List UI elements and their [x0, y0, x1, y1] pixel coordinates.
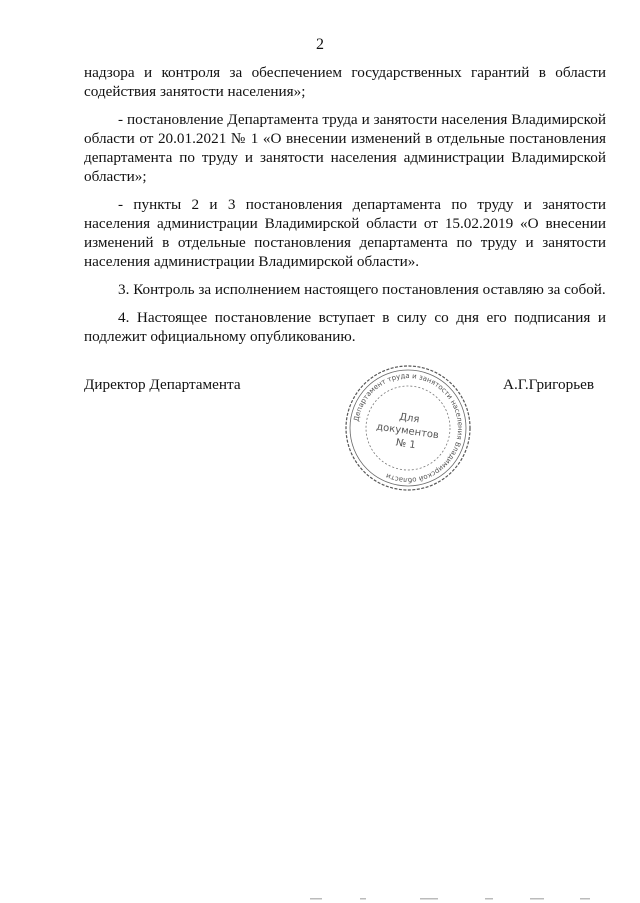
seal-line-3: № 1 — [395, 437, 417, 452]
paragraph-decree-2019: - пункты 2 и 3 постановления департамента по труду и занятости населения администрации Владимирской области от 15.02.2019 «О внесении изменений в отдельные постановления департамента по труду и занятости населения администрации Владимирской области». — [84, 196, 606, 270]
seal-stamp-icon — [343, 363, 473, 493]
paragraph-control: 3. Контроль за исполнением настоящего постановления оставляю за собой. — [118, 281, 606, 298]
page-number: 2 — [316, 36, 324, 53]
paragraph-continuation: надзора и контроля за обеспечением государственных гарантий в области содействия занятости населения»; — [84, 64, 606, 100]
seal-ring-text: Департамент труда и занятости населения Владимирской области — [352, 371, 465, 485]
signature-position: Директор Департамента — [84, 376, 241, 393]
signature-name: А.Г.Григорьев — [503, 376, 595, 393]
seal-line-2: документов — [375, 421, 440, 442]
scan-artifact — [300, 897, 620, 901]
paragraph-entry-into-force: 4. Настоящее постановление вступает в силу со дня его подписания и подлежит официальному опубликованию. — [84, 309, 606, 345]
seal-line-1: Для — [398, 411, 421, 426]
official-seal — [343, 363, 473, 493]
paragraph-decree-2021: - постановление Департамента труда и занятости населения Владимирской области от 20.01.2021 № 1 «О внесении изменений в отдельные постановления департамента по труду и занятости населения администрации Владимирской области»; — [84, 111, 606, 185]
document-body — [84, 63, 606, 355]
